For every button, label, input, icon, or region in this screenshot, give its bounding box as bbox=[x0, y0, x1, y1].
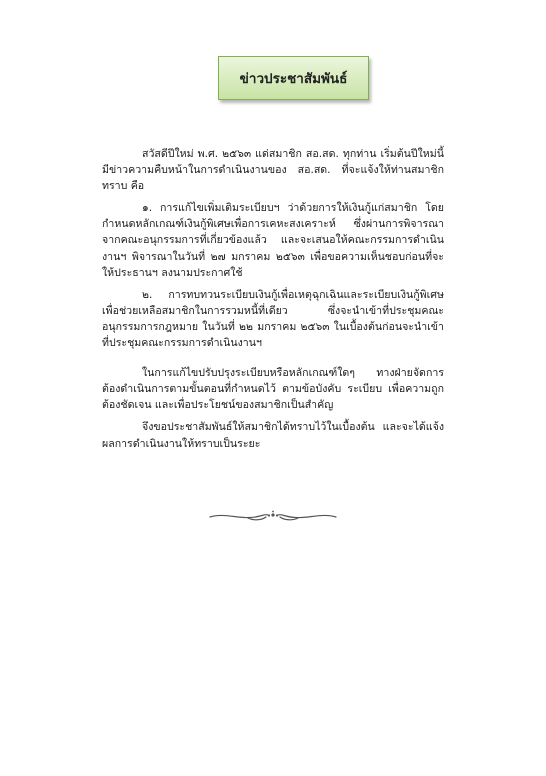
page-title: ข่าวประชาสัมพันธ์ bbox=[239, 71, 348, 87]
flourish-divider-icon bbox=[208, 506, 338, 526]
item-2-paragraph: ๒. การทบทวนระเบียบเงินกู้เพื่อเหตุฉุกเฉินและระเบียบเงินกู้พิเศษเพื่อช่วยเหลือสมาชิกในการรวมหนี้ที่เดียว ซึ่งจะนำเข้าที่ประชุมคณะอนุกรรมการกฎหมาย ในวันที่ ๒๒ มกราคม ๒๕๖๓ ในเบื้องต้นก่อนจะนำเข้าที่ประชุมคณะกรรมการดำเนินงานฯ bbox=[102, 288, 444, 350]
announcement-body bbox=[102, 146, 444, 452]
procedure-paragraph: ในการแก้ไขปรับปรุงระเบียบหรือหลักเกณฑ์ใดๆ ทางฝ่ายจัดการต้องดำเนินการตามขั้นตอนที่กำหนดไว้ ตามข้อบังคับ ระเบียบ เพื่อความถูกต้องชัดเจน และเพื่อประโยชน์ของสมาชิกเป็นสำคัญ bbox=[102, 367, 444, 412]
news-title-banner bbox=[218, 56, 369, 100]
intro-paragraph: สวัสดีปีใหม่ พ.ศ. ๒๕๖๓ แด่สมาชิก สอ.สด. ทุกท่าน เริ่มต้นปีใหม่นี้มีข่าวความคืบหน้าในการดำเนินงานของ สอ.สด. ที่จะแจ้งให้ท่านสมาชิกทราบ คือ bbox=[102, 148, 444, 193]
item-1-paragraph: ๑. การแก้ไขเพิ่มเติมระเบียบฯ ว่าด้วยการให้เงินกู้แก่สมาชิก โดยกำหนดหลักเกณฑ์เงินกู้พิเศษเพื่อการเคหะสงเคราะห์ ซึ่งผ่านการพิจารณาจากคณะอนุกรรมการที่เกี่ยวข้องแล้ว และจะเสนอให้คณะกรรมการดำเนินงานฯ พิจารณาในวันที่ ๒๗ มกราคม ๒๕๖๓ เพื่อขอความเห็นชอบก่อนที่จะให้ประธานฯ ลงนามประกาศใช้ bbox=[102, 202, 444, 279]
closing-paragraph: จึงขอประชาสัมพันธ์ให้สมาชิกได้ทราบไว้ในเบื้องต้น และจะได้แจ้งผลการดำเนินงานให้ทราบเป็นระยะ bbox=[102, 421, 444, 450]
